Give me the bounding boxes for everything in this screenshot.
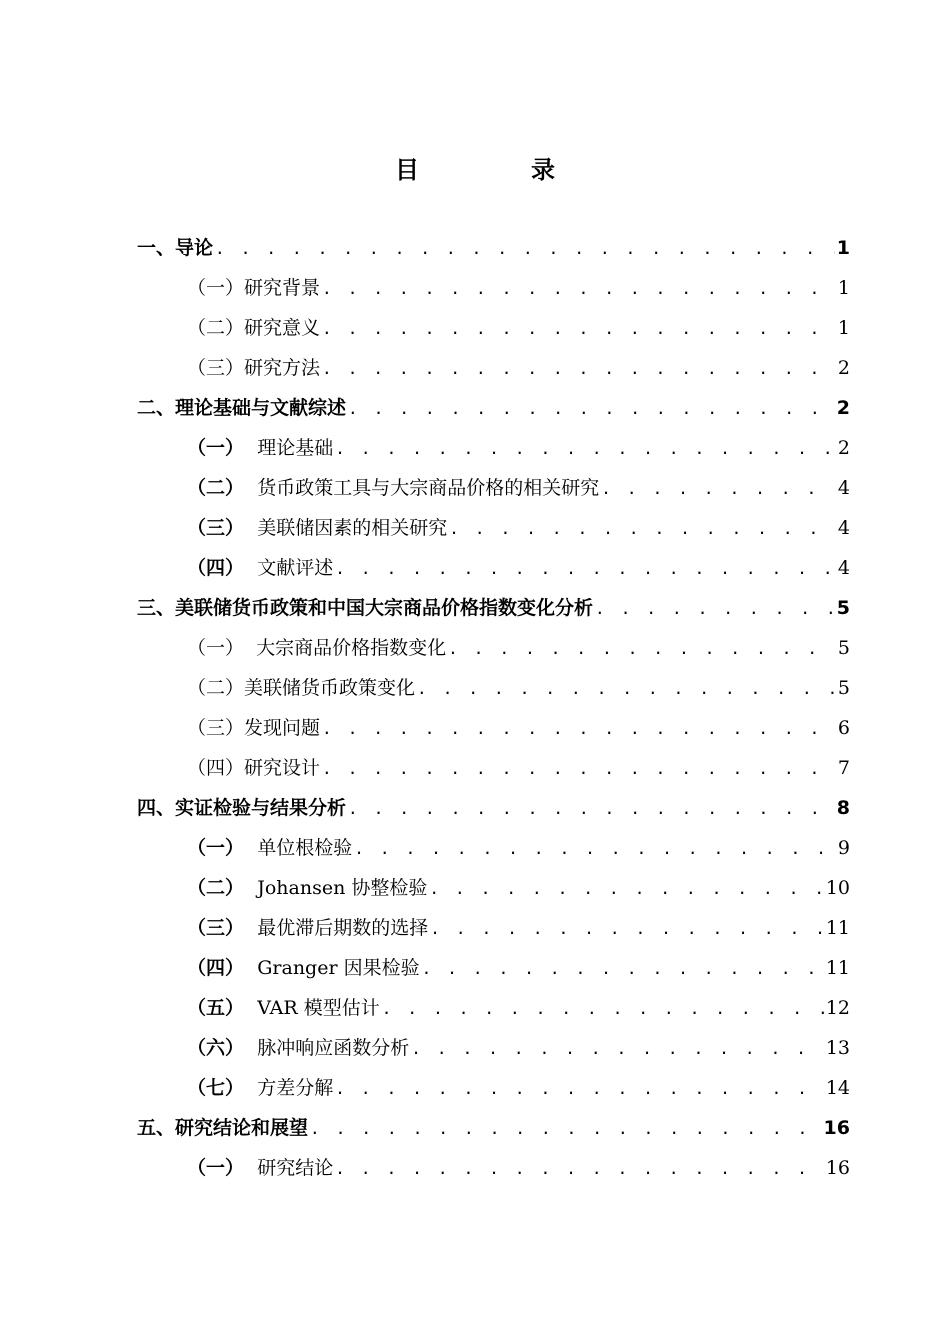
toc-leader-dots bbox=[310, 1109, 822, 1149]
toc-entry-label: 研究结论 bbox=[257, 1157, 334, 1179]
toc-entry[interactable] bbox=[137, 1148, 850, 1188]
toc-entry-page: 16 bbox=[823, 1117, 850, 1139]
toc-entry-page: 5 bbox=[836, 597, 850, 619]
toc-leader-dots bbox=[335, 549, 836, 589]
toc-entry-number: （五） bbox=[187, 997, 258, 1019]
toc-leader-dots bbox=[335, 1149, 824, 1189]
toc-entry-label: 美联储因素的相关研究 bbox=[257, 517, 448, 539]
toc-entry-number: （一） bbox=[187, 837, 258, 859]
toc-entry-label: 方差分解 bbox=[257, 1077, 334, 1099]
toc-entry[interactable] bbox=[137, 948, 850, 988]
toc-entry-page: 16 bbox=[825, 1157, 850, 1179]
toc-entry[interactable] bbox=[137, 228, 850, 268]
toc-entry-number: （一） bbox=[187, 437, 258, 459]
toc-entry-label: 研究方法 bbox=[244, 357, 321, 379]
toc-entry-page: 1 bbox=[836, 237, 850, 259]
toc-entry-label: 文献评述 bbox=[257, 557, 334, 579]
toc-entry[interactable] bbox=[137, 548, 850, 588]
toc-leader-dots bbox=[422, 949, 824, 989]
toc-entry-label: 理论基础与文献综述 bbox=[175, 397, 347, 419]
toc-entry-number: （一） bbox=[187, 1157, 258, 1179]
toc-entry[interactable] bbox=[137, 1108, 850, 1148]
toc-entry-number: （四） bbox=[187, 957, 258, 979]
toc-entry[interactable] bbox=[137, 468, 850, 508]
toc-entry-page: 2 bbox=[836, 397, 850, 419]
toc-entry-page: 5 bbox=[837, 677, 850, 699]
toc-entry-label: 货币政策工具与大宗商品价格的相关研究 bbox=[257, 477, 600, 499]
toc-entry-label: Johansen 协整检验 bbox=[257, 877, 428, 899]
toc-entry-label: 研究结论和展望 bbox=[175, 1117, 309, 1139]
toc-entry-label: 发现问题 bbox=[244, 717, 321, 739]
toc-entry[interactable] bbox=[137, 668, 850, 708]
toc-entry-label: 大宗商品价格指数变化 bbox=[256, 637, 447, 659]
toc-entry[interactable] bbox=[137, 788, 850, 828]
toc-entry-number: 四、 bbox=[137, 797, 176, 819]
toc-entry-number: （四） bbox=[187, 557, 258, 579]
toc-entry-page: 11 bbox=[825, 917, 850, 939]
toc-entry-number: 一、 bbox=[137, 237, 176, 259]
toc-entry-label: Granger 因果检验 bbox=[257, 957, 420, 979]
toc-entry-number: （一） bbox=[187, 637, 257, 659]
toc-entry-page: 12 bbox=[825, 997, 850, 1019]
toc-leader-dots bbox=[215, 229, 835, 269]
toc-entry[interactable] bbox=[137, 268, 850, 308]
toc-entry[interactable] bbox=[137, 348, 850, 388]
toc-entry-page: 1 bbox=[837, 317, 850, 339]
toc-entry-page: 4 bbox=[837, 477, 850, 499]
toc-entry-number: （七） bbox=[187, 1077, 258, 1099]
toc-entry-label: 最优滞后期数的选择 bbox=[257, 917, 429, 939]
toc-leader-dots bbox=[411, 1029, 824, 1069]
toc-leader-dots bbox=[322, 709, 836, 749]
toc-entry-page: 5 bbox=[837, 637, 850, 659]
toc-leader-dots bbox=[348, 389, 835, 429]
toc-entry[interactable] bbox=[137, 908, 850, 948]
toc-entry-number: （三） bbox=[187, 917, 258, 939]
toc-entry-label: 研究背景 bbox=[244, 277, 321, 299]
toc-leader-dots bbox=[430, 909, 824, 949]
toc-leader-dots bbox=[417, 669, 836, 709]
toc-leader-dots bbox=[335, 429, 836, 469]
toc-entry-number: （四） bbox=[187, 757, 245, 779]
toc-entry-page: 2 bbox=[837, 357, 850, 379]
toc-entry[interactable] bbox=[137, 828, 850, 868]
toc-leader-dots bbox=[448, 629, 836, 669]
toc-entry-number: （一） bbox=[187, 277, 245, 299]
toc-leader-dots bbox=[322, 269, 836, 309]
toc-entry-number: （三） bbox=[187, 717, 245, 739]
toc-entry-page: 7 bbox=[837, 757, 850, 779]
toc-entry-number: （二） bbox=[187, 317, 245, 339]
toc-entry-page: 14 bbox=[825, 1077, 850, 1099]
toc-entry[interactable] bbox=[137, 388, 850, 428]
toc-entry-label: 单位根检验 bbox=[257, 837, 353, 859]
toc-entry-page: 8 bbox=[836, 797, 850, 819]
toc-entry-page: 6 bbox=[837, 717, 850, 739]
toc-entry[interactable] bbox=[137, 308, 850, 348]
toc-entry-number: 五、 bbox=[137, 1117, 176, 1139]
toc-entry-page: 13 bbox=[825, 1037, 850, 1059]
toc-leader-dots bbox=[382, 989, 824, 1029]
toc-entry-label: 理论基础 bbox=[257, 437, 334, 459]
toc-entry[interactable] bbox=[137, 628, 850, 668]
toc-entry-number: （二） bbox=[187, 877, 258, 899]
toc-entry[interactable] bbox=[137, 428, 850, 468]
toc-leader-dots bbox=[348, 789, 835, 829]
toc-leader-dots bbox=[429, 869, 823, 909]
toc-leader-dots bbox=[595, 589, 835, 629]
toc-leader-dots bbox=[322, 749, 836, 789]
toc-entry-label: 导论 bbox=[175, 237, 214, 259]
toc-entry[interactable] bbox=[137, 588, 850, 628]
toc-entry-number: （二） bbox=[187, 477, 258, 499]
toc-entry-number: （三） bbox=[187, 517, 258, 539]
toc-leader-dots bbox=[354, 829, 836, 869]
toc-entry-label: 研究意义 bbox=[244, 317, 321, 339]
toc-list bbox=[137, 228, 850, 1188]
toc-entry-number: （二） bbox=[187, 677, 245, 699]
toc-entry-page: 1 bbox=[837, 277, 850, 299]
toc-entry-label: 美联储货币政策变化 bbox=[244, 677, 416, 699]
toc-entry[interactable] bbox=[137, 868, 850, 908]
toc-entry-number: 三、 bbox=[137, 597, 176, 619]
toc-entry-label: VAR 模型估计 bbox=[257, 997, 380, 1019]
toc-entry-label: 研究设计 bbox=[244, 757, 321, 779]
toc-entry-page: 9 bbox=[837, 837, 850, 859]
toc-leader-dots bbox=[335, 1069, 824, 1109]
toc-leader-dots bbox=[449, 509, 836, 549]
toc-entry-page: 11 bbox=[825, 957, 850, 979]
toc-entry[interactable] bbox=[137, 988, 850, 1028]
toc-entry-label: 美联储货币政策和中国大宗商品价格指数变化分析 bbox=[175, 597, 594, 619]
toc-leader-dots bbox=[322, 309, 836, 349]
toc-entry-page: 10 bbox=[825, 877, 850, 899]
toc-entry[interactable] bbox=[137, 708, 850, 748]
toc-entry[interactable] bbox=[137, 508, 850, 548]
toc-entry-number: （三） bbox=[187, 357, 245, 379]
toc-entry[interactable] bbox=[137, 1028, 850, 1068]
toc-entry-label: 实证检验与结果分析 bbox=[175, 797, 347, 819]
toc-entry-number: （六） bbox=[187, 1037, 258, 1059]
toc-entry[interactable] bbox=[137, 748, 850, 788]
toc-entry[interactable] bbox=[137, 1068, 850, 1108]
toc-leader-dots bbox=[601, 469, 836, 509]
toc-entry-label: 脉冲响应函数分析 bbox=[257, 1037, 410, 1059]
toc-entry-number: 二、 bbox=[137, 397, 176, 419]
toc-title: 目 录 bbox=[395, 156, 599, 184]
toc-leader-dots bbox=[322, 349, 836, 389]
toc-entry-page: 4 bbox=[837, 517, 850, 539]
toc-entry-page: 2 bbox=[837, 437, 850, 459]
toc-entry-page: 4 bbox=[837, 557, 850, 579]
